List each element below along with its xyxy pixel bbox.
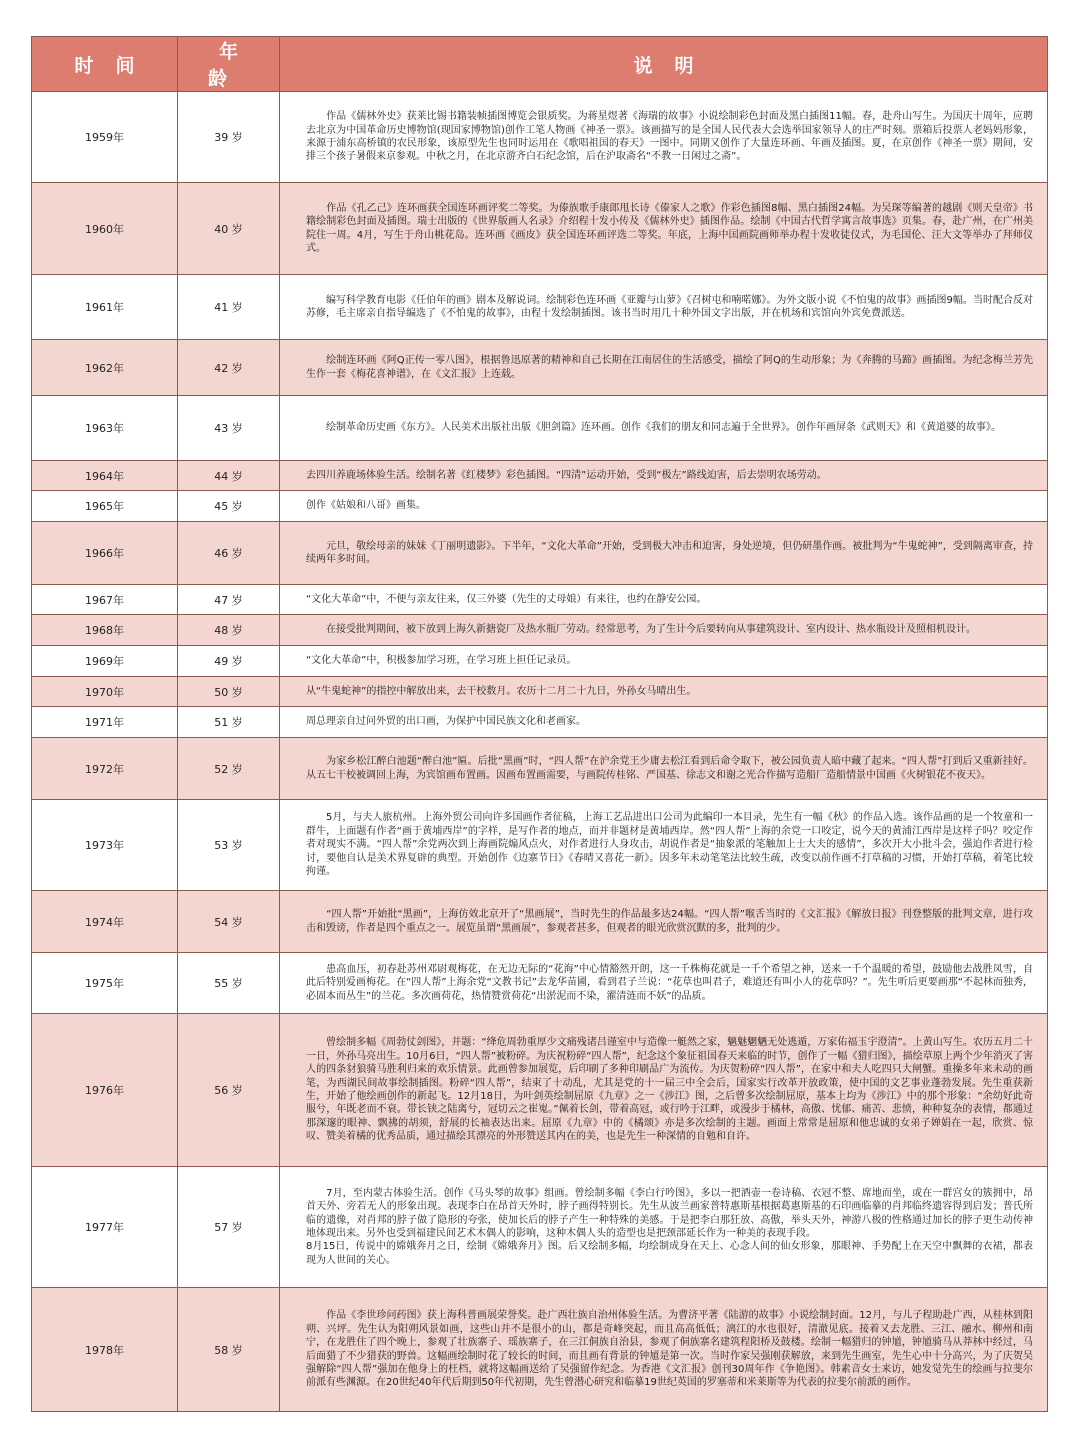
age-cell: 48 岁 [178,615,280,646]
age-cell: 49 岁 [178,646,280,677]
year-cell: 1960年 [32,183,178,275]
age-cell: 45 岁 [178,491,280,522]
description-cell: 周总理亲自过问外贸的出口画，为保护中国民族文化和老画家。 [280,707,1048,738]
description-cell: 编写科学教育电影《任伯年的画》剧本及解说词。绘制彩色连环画《亚瓣与山萝》《召树屯和喃喏娜》。为外文版小说《不怕鬼的故事》画插图9幅。当时配合反对苏修，毛主席亲自指导编选了《不怕鬼的故事》，由程十发绘制插图。该书当时用几十种外国文字出版，并在机场和宾馆向外宾免费派送。 [280,275,1048,340]
table-row [32,891,1048,953]
description-cell: “四人帮”开始批“黑画”，上海仿效北京开了“黑画展”，当时先生的作品最多达24幅。“四人帮”喉舌当时的《文汇报》《解放日报》刊登整版的批判文章，进行攻击和毁谤，作者是四个重点之一。展览虽谓“黑画展”，参观者甚多，但观者的眼光欣赏沉默的多，批判的少。 [280,891,1048,953]
age-cell: 51 岁 [178,707,280,738]
table-row [32,1167,1048,1288]
table-row [32,1014,1048,1167]
year-cell: 1963年 [32,396,178,461]
year-cell: 1967年 [32,585,178,615]
header-description: 说明 [280,37,1048,92]
description-cell: 创作《姑娘和八哥》画集。 [280,491,1048,522]
age-cell: 58 岁 [178,1288,280,1412]
table-header-row [32,37,1048,92]
chronology-table [31,36,1048,1412]
table-row [32,677,1048,707]
year-cell: 1965年 [32,491,178,522]
header-time: 时间 [32,37,178,92]
year-cell: 1968年 [32,615,178,646]
year-cell: 1977年 [32,1167,178,1288]
table-row [32,396,1048,461]
year-cell: 1975年 [32,953,178,1014]
header-age: 年龄 [178,37,280,92]
age-cell: 47 岁 [178,585,280,615]
description-cell: 7月，至内蒙古体验生活。创作《马头琴的故事》组画。曾绘制多幅《李白行吟图》，多以一把酒壶一卷诗稿、衣冠不整、席地而坐，或在一群宫女的簇拥中，昂首天外、旁若无人的形象出现。表现李白在昂首天外时，脖子画得特别长。先生从波兰画家普特惠斯基根据葛惠斯基的石印画临摹的肖邦临终遗容得到启发；普氏所临的遗像，对肖邦的脖子做了隐形的夸张，使加长后的脖子产生一种特殊的美感。于是把李白那狂放、高傲，举头天外，神游八极的性格通过加长的脖子更生动传神地体现出来。另外也受到福建民间艺术木偶人的影响，这种木偶人头的造型也是把颈部延长作为一种美的表现手段。 8月15日，传说中的嫦娥奔月之日，绘制《嫦娥奔月》图。后又绘制多幅，均绘制成身在天上、心念人间的仙女形象，那眼神、手势配上在天空中飘舞的衣裙，都表现为人世间的关心。 [280,1167,1048,1288]
description-cell: 作品《儒林外史》获莱比锡书籍装帧插图博览会银质奖。为蒋星煜著《海瑞的故事》小说绘制彩色封面及黑白插图11幅。春，赴舟山写生。为国庆十周年，应聘去北京为中国革命历史博物馆(现国家博物馆)创作工笔人物画《神圣一票》。该画描写的是全国人民代表大会选举国家领导人的庄严时刻。票箱后投票人老妈妈形象，来源于浦东高桥镇的农民形象，该原型先生也同时运用在《歌唱祖国的春天》一图中。同期又创作了大量连环画、年画及插图。夏，在京创作《神圣一票》期间，安排三个孩子暑假来京参观。中秋之月，在北京游齐白石纪念馆，后在沪取斋名“不教一日闲过之斋”。 [280,92,1048,183]
age-cell: 55 岁 [178,953,280,1014]
age-cell: 52 岁 [178,738,280,800]
year-cell: 1971年 [32,707,178,738]
description-cell: 去四川养鹿场体验生活。绘制名著《红楼梦》彩色插图。“四清”运动开始，受到“极左”路线迫害，后去崇明农场劳动。 [280,461,1048,491]
table-row [32,92,1048,183]
year-cell: 1970年 [32,677,178,707]
year-cell: 1973年 [32,800,178,891]
chronology-sheet [31,36,1047,1412]
table-row [32,340,1048,396]
age-cell: 57 岁 [178,1167,280,1288]
table-row [32,522,1048,585]
description-cell: 元旦，敬绘母亲的妹妹《丁丽明遗影》。下半年，“文化大革命”开始，受到极大冲击和迫害，身处逆境，但仍研墨作画。被批判为“牛鬼蛇神”，受到隔离审查，持续两年多时间。 [280,522,1048,585]
table-row [32,183,1048,275]
description-cell: 为家乡松江醉白池题“醉白池”匾。后批“黑画”时，“四人帮”在沪余党王少庸去松江看到后命令取下，被公园负责人暗中藏了起来。“四人帮”打到后又重新挂好。从五七干校被调回上海，为宾馆画布置画。因画布置画需要，与画院传桂铭、严国基、徐志文和谢之光合作描写造船厂造船情景中国画《火树银花不夜天》。 [280,738,1048,800]
description-cell: 5月，与夫人旅杭州。上海外贸公司向许多国画作者征稿，上海工艺品进出口公司为此编印一本目录，先生有一幅《秋》的作品入选。该作品画的是一个牧童和一群牛，上面题有作者“画于黄埔西岸”的字样，是写作者的地点，而并非题材是黄埔西岸。然“四人帮”上海的余党一口咬定，说今天的黄浦江西岸是这样子吗？咬定作者对现实不满。“四人帮”余党两次到上海画院煽风点火，对作者进行人身攻击，胡说作者是“抽象派的笔触加上士大夫的感情”，多次开大小批斗会，强迫作者进行检讨，要他自认是美术界复辟的典型。开始创作《边寨节日》《春晴又喜花一新》。因多年未动笔笔法比较生疏，改变以前作画不打草稿的习惯，开始打草稿，着笔比较拘谨。 [280,800,1048,891]
year-cell: 1978年 [32,1288,178,1412]
age-cell: 50 岁 [178,677,280,707]
year-cell: 1966年 [32,522,178,585]
age-cell: 39 岁 [178,92,280,183]
description-cell: 在接受批判期间，被下放到上海久新搪瓷厂及热水瓶厂劳动。经常思考，为了生计今后要转向从事建筑设计、室内设计、热水瓶设计及照相机设计。 [280,615,1048,646]
age-cell: 41 岁 [178,275,280,340]
table-row [32,275,1048,340]
table-row [32,707,1048,738]
age-cell: 54 岁 [178,891,280,953]
description-cell: 绘制革命历史画《东方》。人民美术出版社出版《胆剑篇》连环画。创作《我们的朋友和同志遍于全世界》。创作年画屏条《武则天》和《黄道婆的故事》。 [280,396,1048,461]
table-row [32,615,1048,646]
table-row [32,585,1048,615]
year-cell: 1974年 [32,891,178,953]
year-cell: 1959年 [32,92,178,183]
age-cell: 44 岁 [178,461,280,491]
description-cell: 作品《李世珍问药图》获上海科普画展荣誉奖。赴广西壮族自治州体验生活。为曹济平著《陆游的故事》小说绘制封面。12月，与儿子程助赴广西，从桂林到阳朔、兴坪。先生认为阳朔风景如画，这些山并不是很小的山，都是奇峰突起，而且高高低低；漓江的水也很好，清澈见底。接着又去龙胜、三江、融水、柳州和南宁，在龙胜住了四个晚上，参观了壮族寨子、瑶族寨子，在三江侗族自治县，参观了侗族寨名建筑程阳桥及鼓楼。绘制一幅猎归的钟馗，钟馗骑马从莽林中经过，马后面猎了不少猎获的野兽。这幅画绘制时花了较长的时间，而且画有背景的钟馗是第一次。当时作家吴强刚获解放，来到先生画室，先生心中十分高兴，为了庆贺吴强解除“四人帮”强加在他身上的枉档，就将这幅画送给了吴强留作纪念。为香港《文汇报》创刊30周年作《争艳图》。韩素音女士来访，她发觉先生的绘画与拉斐尔前派有些渊源。在20世纪40年代后期到50年代初期，先生曾潜心研究和临摹19世纪英国的罗塞蒂和米莱斯等为代表的拉斐尔前派的画作。 [280,1288,1048,1412]
table-row [32,800,1048,891]
age-cell: 42 岁 [178,340,280,396]
year-cell: 1976年 [32,1014,178,1167]
table-row [32,953,1048,1014]
description-cell: 作品《孔乙己》连环画获全国连环画评奖二等奖。为傣族歌手康郎甩长诗《傣家人之歌》作彩色插图8幅、黑白插图24幅。为吴琛等编著的越剧《则天皇帝》书籍绘制彩色封面及插图。瑞士出版的《世界版画人名录》介绍程十发小传及《儒林外史》插图作品。绘制《中国古代哲学寓言故事选》页集。春，赴广州，在广州美院住一周。4月，写生于舟山桃花岛。连环画《画皮》获全国连环画评选二等奖。年底，上海中国画院画师举办程十发收徒仪式，为毛国伦、汪大文等举办了拜师仪式。 [280,183,1048,275]
description-cell: 从“牛鬼蛇神”的指控中解放出来，去干校数月。农历十二月二十九日，外孙女马晴出生。 [280,677,1048,707]
table-row [32,461,1048,491]
age-cell: 46 岁 [178,522,280,585]
age-cell: 43 岁 [178,396,280,461]
table-row [32,1288,1048,1412]
year-cell: 1972年 [32,738,178,800]
year-cell: 1969年 [32,646,178,677]
description-cell: “文化大革命”中，积极参加学习班，在学习班上担任记录员。 [280,646,1048,677]
table-row [32,646,1048,677]
table-row [32,491,1048,522]
description-cell: 曾绘制多幅《周勃仗剑图》，并题：“绛危周勃重厚少文痛残诸吕谨室中与造像一艇然之家，魑魅魍魉无处逃遁，万家佑福玉宇澄清”。上黄山写生。农历五月二十一日，外孙马亮出生。10月6日，“四人帮”被粉碎。为庆祝粉碎“四人帮”，纪念这个象征祖国春天来临的时节，创作了一幅《猎归图》，描绘草原上两个少年消灭了害人的四条豺狼骑马胜利归来的欢乐情景。此画曾参加展览，后印刷了多种印刷品广为流传。为庆贺粉碎“四人帮”，在家中和夫人吃四只大闸蟹。重操多年来未动的画笔，为西湖民间故事绘制插图。粉碎“四人帮”，结束了十动乱，尤其是党的十一届三中全会后，国家实行改革开放政策，使中国的文艺事业蓬勃发展。先生重获新生，开始了他绘画创作的新起飞。12月18日，为叶剑英绘制屈原《九章》之一《涉江》图，之后曾多次绘制屈原，基本上均为《涉江》中的那个形象：“余幼好此奇服兮，年既老而不衰。带长铗之陆离兮，冠切云之崔嵬。”佩着长剑，带着高冠，或行吟于江畔，或漫步于橘林，高傲、忧郁、痛苦、悲愤，种种复杂的表情，都通过那深邃的眼神、飘拂的胡须，舒展的长袖表达出来。屈原《九章》中的《橘颂》亦是多次绘制的主题。画面上常常是屈原和他忠诚的女弟子婵娟在一起，欣赏、惊叹、赞美着橘的优秀品质，通过描绘其漂亮的外形赞送其内在的美，也是先生一种深情的自勉和自许。 [280,1014,1048,1167]
table-row [32,738,1048,800]
age-cell: 53 岁 [178,800,280,891]
description-cell: 患高血压，初春赴苏州邓尉观梅花，在无边无际的“花海”中心情豁然开朗，这一千株梅花就是一千个希望之神，送来一千个温暖的希望，鼓励他去战胜凤雪，自此后特别爱画梅花。在“四人帮”上海余党“文教书记”去龙华苗圃，看到君子兰说：“花草也叫君子，难道还有叫小人的花草吗？”。先生听后更要画那“不起林而独秀，必固本而丛生”的兰花。多次画荷花，热情赞赏荷花“出淤泥而不染，濯清涟而不妖”的品质。 [280,953,1048,1014]
description-cell: 绘制连环画《阿Q正传一零八图》，根据鲁迅原著的精神和自己长期在江南居住的生活感受，描绘了阿Q的生动形象；为《奔腾的马蹄》画插图。为纪念梅兰芳先生作一套《梅花喜神谱》，在《文汇报》上连载。 [280,340,1048,396]
year-cell: 1962年 [32,340,178,396]
age-cell: 56 岁 [178,1014,280,1167]
year-cell: 1964年 [32,461,178,491]
year-cell: 1961年 [32,275,178,340]
description-cell: “文化大革命”中，不便与亲友往来，仅三外婆（先生的丈母娘）有来往，也约在静安公园。 [280,585,1048,615]
age-cell: 40 岁 [178,183,280,275]
